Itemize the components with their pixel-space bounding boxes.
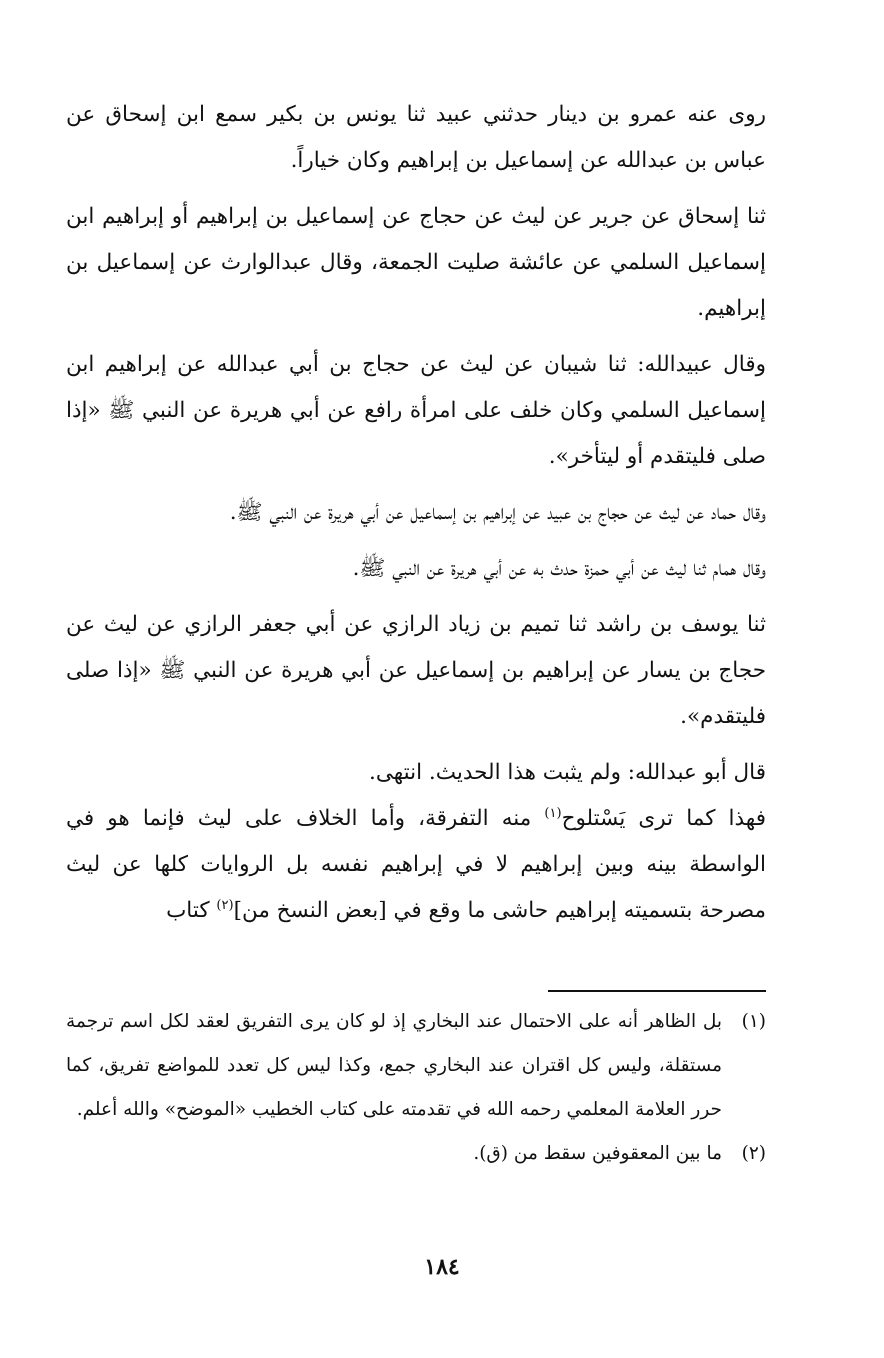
page-number: ١٨٤ (424, 1254, 460, 1280)
paragraph-text-part: كتاب (166, 898, 217, 923)
paragraph: ثنا إسحاق عن جرير عن ليث عن حجاج عن إسماعيل بن إبراهيم أو إبراهيم ابن إسماعيل السلمي عن عائشة صليت الجمعة، وقال عبدالوارث عن إسماعيل بن إبراهيم. (66, 204, 766, 321)
footnote-1 (66, 1000, 766, 1132)
footnote-number: (١) (741, 1011, 766, 1032)
paragraph-text-part: فهذا كما ترى يَسْتلوح (561, 806, 766, 831)
footnote-text: بل الظاهر أنه على الاحتمال عند البخاري إذ لو كان يرى التفريق لعقد لكل اسم ترجمة مستقلة، وليس كل اقتران عند البخاري جمع، وكذا ليس كل تعدد للمواضع تفريق، كما حرر العلامة المعلمي رحمه الله في تقدمته على كتاب الخطيب «الموضح» والله أعلم. (66, 1011, 722, 1120)
paragraph: وقال حماد عن ليث عن حجاج بن عبيد عن إبراهيم بن إسماعيل عن أبي هريرة عن النبي ﷺ. (229, 500, 766, 525)
footnote-marker-2: (٢) (216, 897, 234, 913)
paragraph: روى عنه عمرو بن دينار حدثني عبيد ثنا يونس بن بكير سمع ابن إسحاق عن عباس بن عبدالله عن إسماعيل بن إبراهيم وكان خياراً. (66, 102, 766, 173)
paragraph-with-notes (66, 796, 766, 934)
footnotes (66, 1000, 766, 1176)
paragraph: قال أبو عبدالله: ولم يثبت هذا الحديث. انتهى. (368, 760, 766, 785)
footnote-marker-1: (١) (544, 805, 562, 821)
paragraph: وقال عبيدالله: ثنا شيبان عن ليث عن حجاج بن أبي عبدالله عن إبراهيم ابن إسماعيل السلمي وكان خلف على امرأة رافع عن أبي هريرة عن النبي ﷺ «إذا صلى فليتقدم أو ليتأخر». (66, 352, 766, 469)
footnote-text: ما بين المعقوفين سقط من (ق). (473, 1143, 722, 1164)
paragraph: ثنا يوسف بن راشد ثنا تميم بن زياد الرازي عن أبي جعفر الرازي عن ليث عن حجاج بن يسار عن إبراهيم بن إسماعيل عن أبي هريرة عن النبي ﷺ «إذا صلى فليتقدم». (66, 612, 766, 729)
footnote-2 (66, 1132, 766, 1176)
main-text (66, 92, 766, 944)
footnote-divider (548, 990, 766, 992)
footnote-number: (٢) (741, 1143, 766, 1164)
paragraph-text-part: منه التفرقة، وأما الخلاف على ليث فإنما هو في الواسطة بينه وبين إبراهيم لا في إبراهيم نفسه بل الروايات كلها عن ليث مصرحة بتسميته إبراهيم حاشى ما وقع في [بعض النسخ من] (66, 806, 766, 923)
paragraph: وقال همام ثنا ليث عن أبي حمزة حدث به عن أبي هريرة عن النبي ﷺ. (352, 556, 766, 581)
